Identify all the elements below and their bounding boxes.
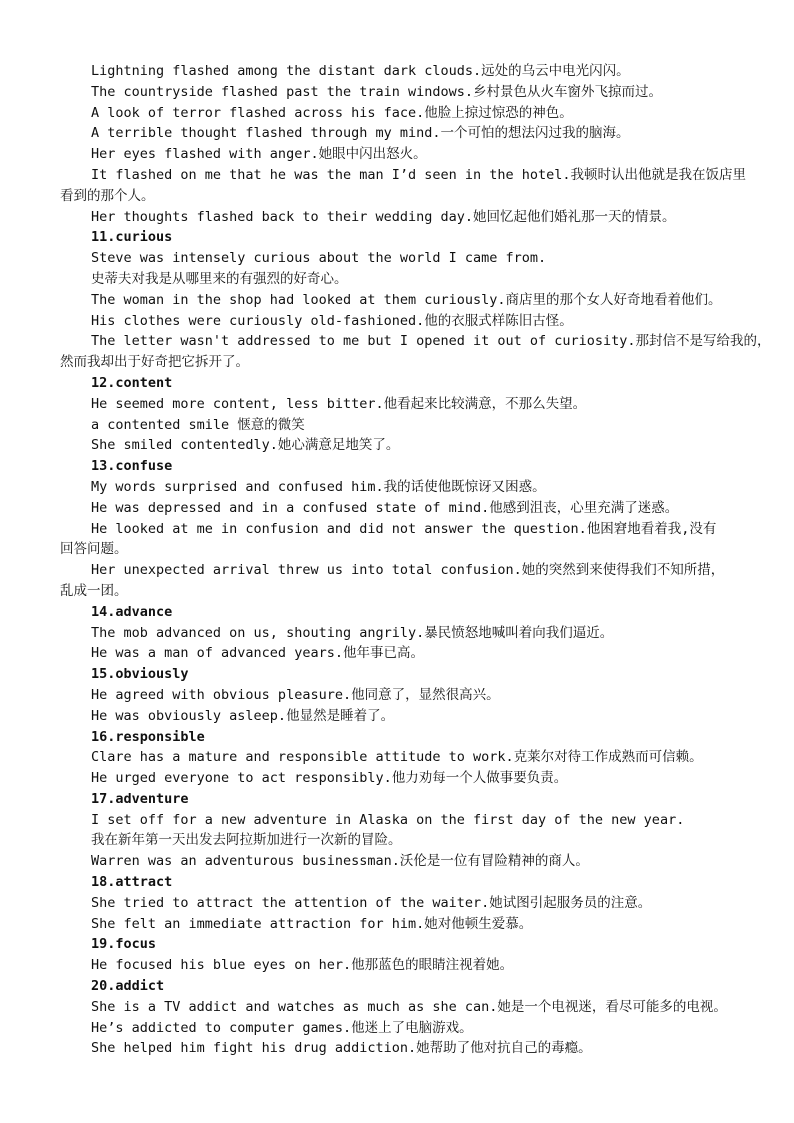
text-line: Warren was an adventurous businessman.沃伦是一位有冒险精神的商人。: [91, 853, 589, 870]
text-line: a contented smile 惬意的微笑: [91, 416, 305, 433]
section-heading: 11.curious: [91, 229, 173, 246]
text-line: A look of terror flashed across his face.他脸上掠过惊恐的神色。: [91, 104, 573, 121]
section-heading: 13.confuse: [91, 458, 173, 475]
text-line: It flashed on me that he was the man I’d seen in the hotel.我顿时认出他就是我在饭店里: [91, 166, 747, 183]
text-line: Her thoughts flashed back to their wedding day.她回忆起他们婚礼那一天的情景。: [91, 208, 676, 225]
text-line: He focused his blue eyes on her.他那蓝色的眼睛注视着她。: [91, 957, 514, 974]
text-line: 然而我却出于好奇把它拆开了。: [60, 354, 249, 371]
text-line: He seemed more content, less bitter.他看起来比较满意，不那么失望。: [91, 395, 587, 412]
text-line: Clare has a mature and responsible attitude to work.克莱尔对待工作成熟而可信赖。: [91, 749, 703, 766]
text-line: His clothes were curiously old-fashioned.他的衣服式样陈旧古怪。: [91, 312, 573, 329]
text-line: 看到的那个人。: [60, 187, 155, 204]
text-line: My words surprised and confused him.我的话使他既惊讶又困惑。: [91, 478, 546, 495]
text-line: I set off for a new adventure in Alaska on the first day of the new year.: [91, 811, 685, 828]
text-line: He urged everyone to act responsibly.他力劝每一个人做事要负责。: [91, 770, 568, 787]
section-heading: 20.addict: [91, 978, 165, 995]
text-line: She smiled contentedly.她心满意足地笑了。: [91, 437, 400, 454]
text-line: She helped him fight his drug addiction.她帮助了他对抗自己的毒瘾。: [91, 1040, 592, 1057]
text-line: Her eyes flashed with anger.她眼中闪出怒火。: [91, 146, 427, 163]
text-line: 史蒂夫对我是从哪里来的有强烈的好奇心。: [91, 270, 348, 287]
text-line: She tried to attract the attention of the waiter.她试图引起服务员的注意。: [91, 894, 652, 911]
text-line: The mob advanced on us, shouting angrily.暴民愤怒地喊叫着向我们逼近。: [91, 624, 614, 641]
text-line: Lightning flashed among the distant dark clouds.远处的乌云中电光闪闪。: [91, 63, 630, 79]
section-heading: 19.focus: [91, 936, 157, 953]
section-heading: 12.content: [91, 374, 173, 391]
text-line: He was a man of advanced years.他年事已高。: [91, 645, 424, 662]
text-line: He agreed with obvious pleasure.他同意了，显然很高兴。: [91, 686, 500, 703]
text-line: The woman in the shop had looked at them curiously.商店里的那个女人好奇地看着他们。: [91, 291, 722, 308]
text-line: 回答问题。: [60, 541, 128, 558]
section-heading: 18.attract: [91, 874, 173, 891]
text-line: The countryside flashed past the train windows.乡村景色从火车窗外飞掠而过。: [91, 83, 663, 100]
text-line: The letter wasn't addressed to me but I opened it out of curiosity.那封信不是写给我的，: [91, 333, 771, 350]
section-heading: 17.adventure: [91, 790, 189, 807]
text-line: She felt an immediate attraction for him.她对他顿生爱慕。: [91, 915, 533, 932]
text-line: 乱成一团。: [60, 582, 128, 599]
text-line: A terrible thought flashed through my mind.一个可怕的想法闪过我的脑海。: [91, 125, 630, 142]
section-heading: 14.advance: [91, 603, 173, 620]
text-line: Her unexpected arrival threw us into total confusion.她的突然到来使得我们不知所措，: [91, 562, 725, 579]
text-line: He’s addicted to computer games.他迷上了电脑游戏。: [91, 1019, 473, 1036]
text-line: Steve was intensely curious about the world I came from.: [91, 250, 547, 267]
section-heading: 16.responsible: [91, 728, 205, 745]
text-line: 我在新年第一天出发去阿拉斯加进行一次新的冒险。: [91, 832, 402, 849]
document-body: [60, 61, 771, 1059]
text-line: He looked at me in confusion and did not answer the question.他困窘地看着我,没有: [91, 520, 717, 537]
text-line: She is a TV addict and watches as much as she can.她是一个电视迷，看尽可能多的电视。: [91, 998, 727, 1015]
section-heading: 15.obviously: [91, 666, 189, 683]
text-line: He was depressed and in a confused state of mind.他感到沮丧，心里充满了迷惑。: [91, 499, 679, 516]
text-line: He was obviously asleep.他显然是睡着了。: [91, 707, 395, 724]
